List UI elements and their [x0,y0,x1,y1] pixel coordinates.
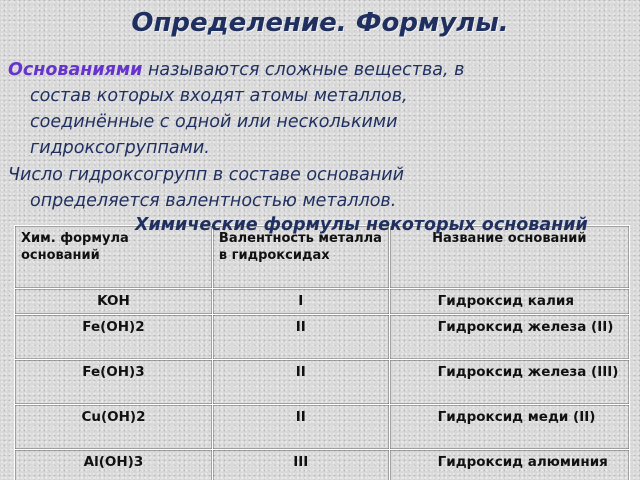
name-cell: Гидроксид меди (II) [389,405,629,450]
definition-term: Основаниями [8,60,143,80]
table-row [15,450,630,480]
valence-cell: II [212,405,389,450]
formula-cell: Cu(OH)2 [15,405,213,450]
valence-cell: II [212,360,389,405]
formula-cell: Fe(OH)2 [15,315,213,360]
name-cell: Гидроксид железа (II) [389,315,629,360]
formula-cell: Al(OH)3 [15,450,213,480]
header-name: Название оснований [389,226,629,289]
name-cell: Гидроксид железа (III) [389,360,629,405]
table-row [15,315,630,360]
definition-paragraph [8,57,636,161]
formula-cell: KOH [15,289,213,315]
valence-cell: III [212,450,389,480]
table-caption: Химические формулы некоторых оснований [135,215,588,235]
formula-cell: Fe(OH)3 [15,360,213,405]
name-cell: Гидроксид калия [389,289,629,315]
valence-cell: I [212,289,389,315]
table-row [15,289,630,315]
bases-table [14,225,630,480]
definition-line-1: называются сложные вещества, в [142,60,465,80]
valence-line-1: Число гидроксогрупп в составе оснований [8,165,405,185]
valence-cell: II [212,315,389,360]
header-formula: Хим. формула оснований [15,226,213,289]
valence-line-2: определяется валентностью металлов. [30,191,397,211]
table-row [15,405,630,450]
header-valence: Валентность металла в гидроксидах [212,226,389,289]
table-row [15,360,630,405]
definition-line-3: соединённые с одной или несколькими [30,112,398,132]
valence-paragraph [8,162,636,214]
definition-line-4: гидроксогруппами. [30,138,210,158]
slide-title: Определение. Формулы. [131,8,509,38]
name-cell: Гидроксид алюминия [389,450,629,480]
definition-line-2: состав которых входят атомы металлов, [30,86,408,106]
